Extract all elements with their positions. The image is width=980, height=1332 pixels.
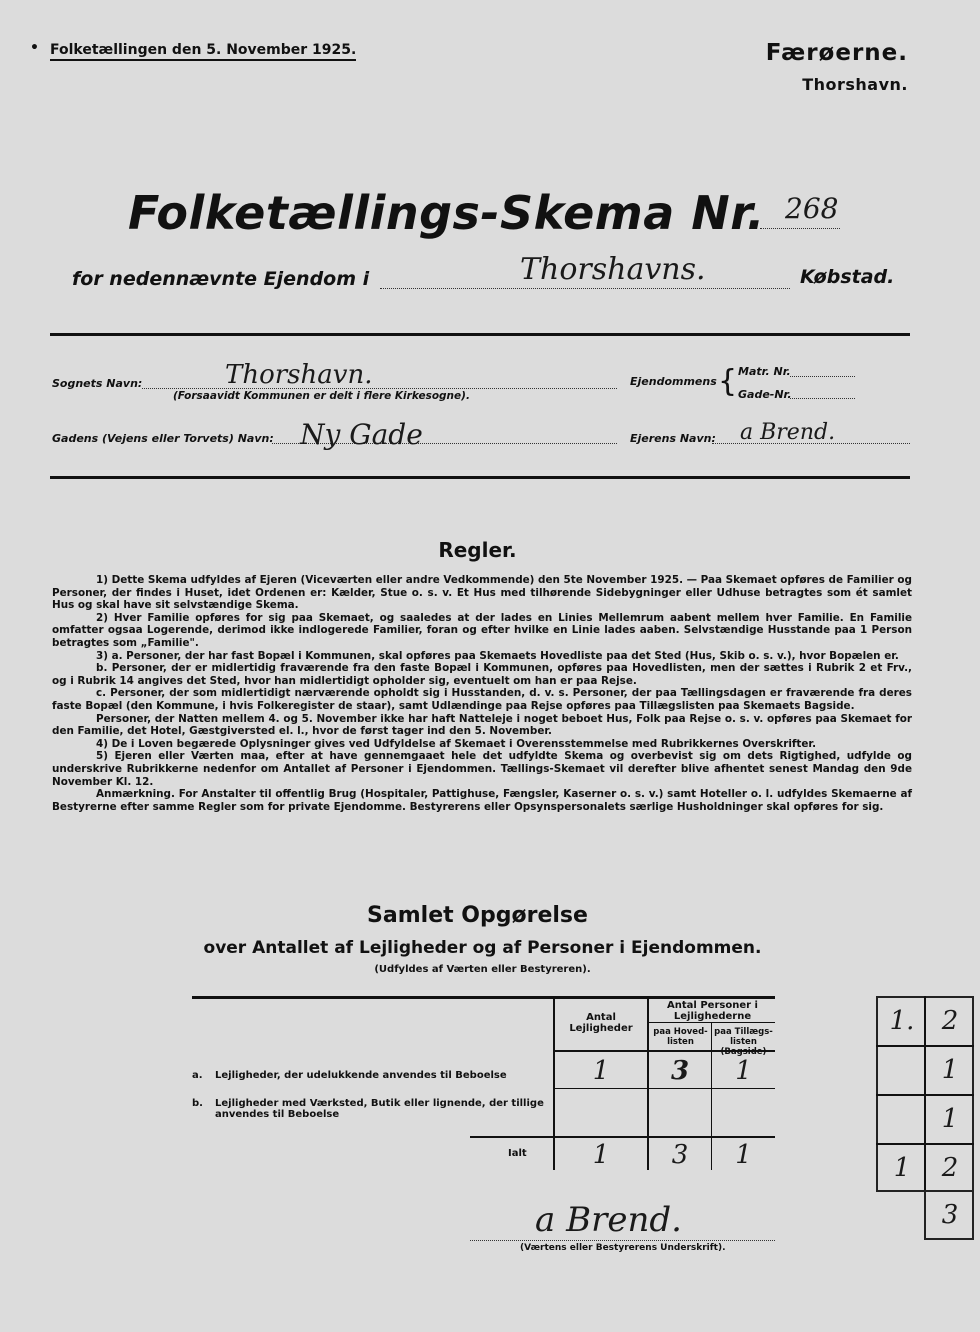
street-number-label: Gade-Nr. [738,388,792,401]
rule-paragraph: 4) De i Loven begærede Oplysninger gives ved Udfyldelse af Skemaet i Overensstemmelse med Rubrikkernes Overskrifter. [96,737,817,750]
top-rule [50,333,910,336]
side-box-value[interactable]: 2 [941,1153,959,1183]
rules-body [52,574,912,813]
street-value[interactable]: Ny Gade [300,418,423,451]
table-hline [553,1088,775,1089]
for-property-label: for nedennævnte Ejendom i [72,268,370,290]
col-persons-header: Antal Personer i Lejlighederne [667,1000,758,1022]
side-box-line [876,1143,974,1145]
side-box-value[interactable]: 1 [941,1055,959,1085]
rule-paragraph: Anmærkning. For Anstalter til offentlig Brug (Hospitaler, Pattighuse, Fængsler, Kaserner o. s. v.) samt Hoteller o. l. udfyldes Skemaerne af Bestyrerne efter samme Regler som for private Ejendomme. Bestyrerens eller Opsynspersonalets særlige Husholdninger skal opføres for sig. [52,788,912,813]
summary-title: Samlet Opgørelse [367,903,588,928]
kobstad-label: Købstad. [800,266,895,288]
side-box-value[interactable]: 1. [889,1006,915,1036]
row-a-label: Lejligheder, der udelukkende anvendes til Beboelse [215,1070,507,1081]
schema-number-line [760,228,840,229]
signature-value[interactable]: a Brend. [535,1200,682,1240]
region-name: Færøerne. [765,40,908,66]
row-a-marker: a. [192,1070,203,1081]
mid-rule [50,476,910,479]
street-label: Gadens (Vejens eller Torvets) Navn: [52,432,274,445]
form-title: Folketællings-Skema Nr. [128,186,765,240]
side-box-value[interactable]: 3 [941,1200,959,1230]
row-a-main-list[interactable]: 3 [670,1056,690,1086]
matr-line [790,376,855,377]
parish-value[interactable]: Thorshavn. [225,360,373,390]
row-a-supp-list[interactable]: 1 [735,1056,752,1086]
col-main-list-header: paa Hoved-listen [653,1027,708,1047]
rules-title: Regler. [438,538,517,562]
rule-paragraph: b. Personer, der er midlertidig fraværende fra den faste Bopæl i Kommunen, opføres paa Hovedlisten, men der sættes i Rubrik 2 et Frv., og i Rubrik 14 angives det Sted, hvor han midlertidigt opholder sig, eventuelt om han er paa Rejse. [52,662,912,687]
side-box-value[interactable]: 1 [893,1153,911,1183]
parish-note: (Forsaavidt Kommunen er delt i flere Kirkesogne). [173,390,470,402]
signature-label: (Værtens eller Bestyrerens Underskrift). [520,1243,726,1253]
rule-paragraph: c. Personer, der som midlertidigt nærværende opholdt sig i Husstanden, d. v. s. Personer, der paa Tællingsdagen er fraværende fra deres faste Bopæl (den Kommune, i hvis Folkeregister de staar), samt Udlændinge paa Rejse opføres paa Tillægslisten paa Skemaets Bagside. [52,687,912,712]
total-main-list[interactable]: 3 [671,1140,689,1170]
col-apartments-header: Antal Lejligheder [569,1012,633,1034]
city-line [380,288,790,289]
owner-label: Ejerens Navn: [630,432,716,445]
parish-line [142,388,617,389]
owner-value[interactable]: a Brend. [740,420,836,445]
rule-paragraph: 2) Hver Familie opføres for sig paa Skemaet, og saaledes at der lades en Linies Mellemrum aabent mellem hver Familie. En Familie omfatter ogsaa Logerende, derimod ikke indlogerede Familier, foran og efter hvilke en Linie lades aaben. Selvstændige Husstande paa 1 Person betragtes som „Familie". [52,611,912,649]
row-b-marker: b. [192,1098,203,1109]
street-number-line [790,398,855,399]
row-b-label: Lejligheder med Værksted, Butik eller lignende, der tillige anvendes til Beboelse [215,1098,544,1120]
table-top-rule [192,996,775,999]
side-box-line [876,1094,974,1096]
property-label: Ejendommens [630,375,717,388]
row-a-apartments[interactable]: 1 [592,1056,610,1086]
total-apartments[interactable]: 1 [592,1140,610,1170]
summary-note: (Udfyldes af Værten eller Bestyreren). [374,964,591,975]
rule-paragraph: Personer, der Natten mellem 4. og 5. November ikke har haft Natteleje i noget beboet Hus, Folk paa Rejse o. s. v. opføres paa Skemaet for den Familie, det Hotel, Gæstgiversted el. l., hvor de først tager ind den 5. November. [52,712,912,738]
city-value[interactable]: Thorshavns. [520,252,706,287]
matr-label: Matr. Nr. [738,365,791,378]
total-supp-list[interactable]: 1 [735,1140,752,1170]
parish-label: Sognets Navn: [52,377,143,390]
total-label: Ialt [508,1148,527,1159]
side-box-line [876,1045,974,1047]
summary-subtitle: over Antallet af Lejligheder og af Personer i Ejendommen. [203,938,762,958]
rule-paragraph: 5) Ejeren eller Værten maa, efter at have gennemgaaet hele det udfyldte Skema og overbevist sig om dets Rigtighed, udfylde og underskrive Rubrikkerne nedenfor om Antallet af Personer i Ejendommen. Tællings-Skemaet vil derefter blive afhentet senest Mandag den 9de November Kl. 12. [52,750,912,788]
census-date: Folketællingen den 5. November 1925. [50,42,356,61]
town-name: Thorshavn. [802,75,908,94]
rule-paragraph: 1) Dette Skema udfyldes af Ejeren (Viceværten eller andre Vedkommende) den 5te November 1925. — Paa Skemaet opføres de Familier og Personer, der findes i Huset, idet Ordenen er: Kælder, Stue o. s. v. Et Hus med tilhørende Sidebygninger eller Udhuse betragtes som ét samlet Hus og skal have sit selvstændige Skema. [52,574,912,612]
brace-mark: { [718,364,738,399]
schema-number[interactable]: 268 [785,192,839,225]
side-box-value[interactable]: 1 [941,1104,959,1134]
table-hline [470,1136,775,1138]
col-supp-list-header: paa Tillægs-listen (Bagside) [714,1027,773,1057]
side-box-value[interactable]: 2 [941,1006,959,1036]
bullet-mark: • [30,40,39,56]
table-hline [649,1022,775,1023]
signature-line [470,1240,775,1241]
rule-paragraph: 3) a. Personer, der har fast Bopæl i Kommunen, skal opføres paa Skemaets Hovedliste paa det Sted (Hus, Skib o. s. v.), hvor Bopælen er. [96,649,899,662]
